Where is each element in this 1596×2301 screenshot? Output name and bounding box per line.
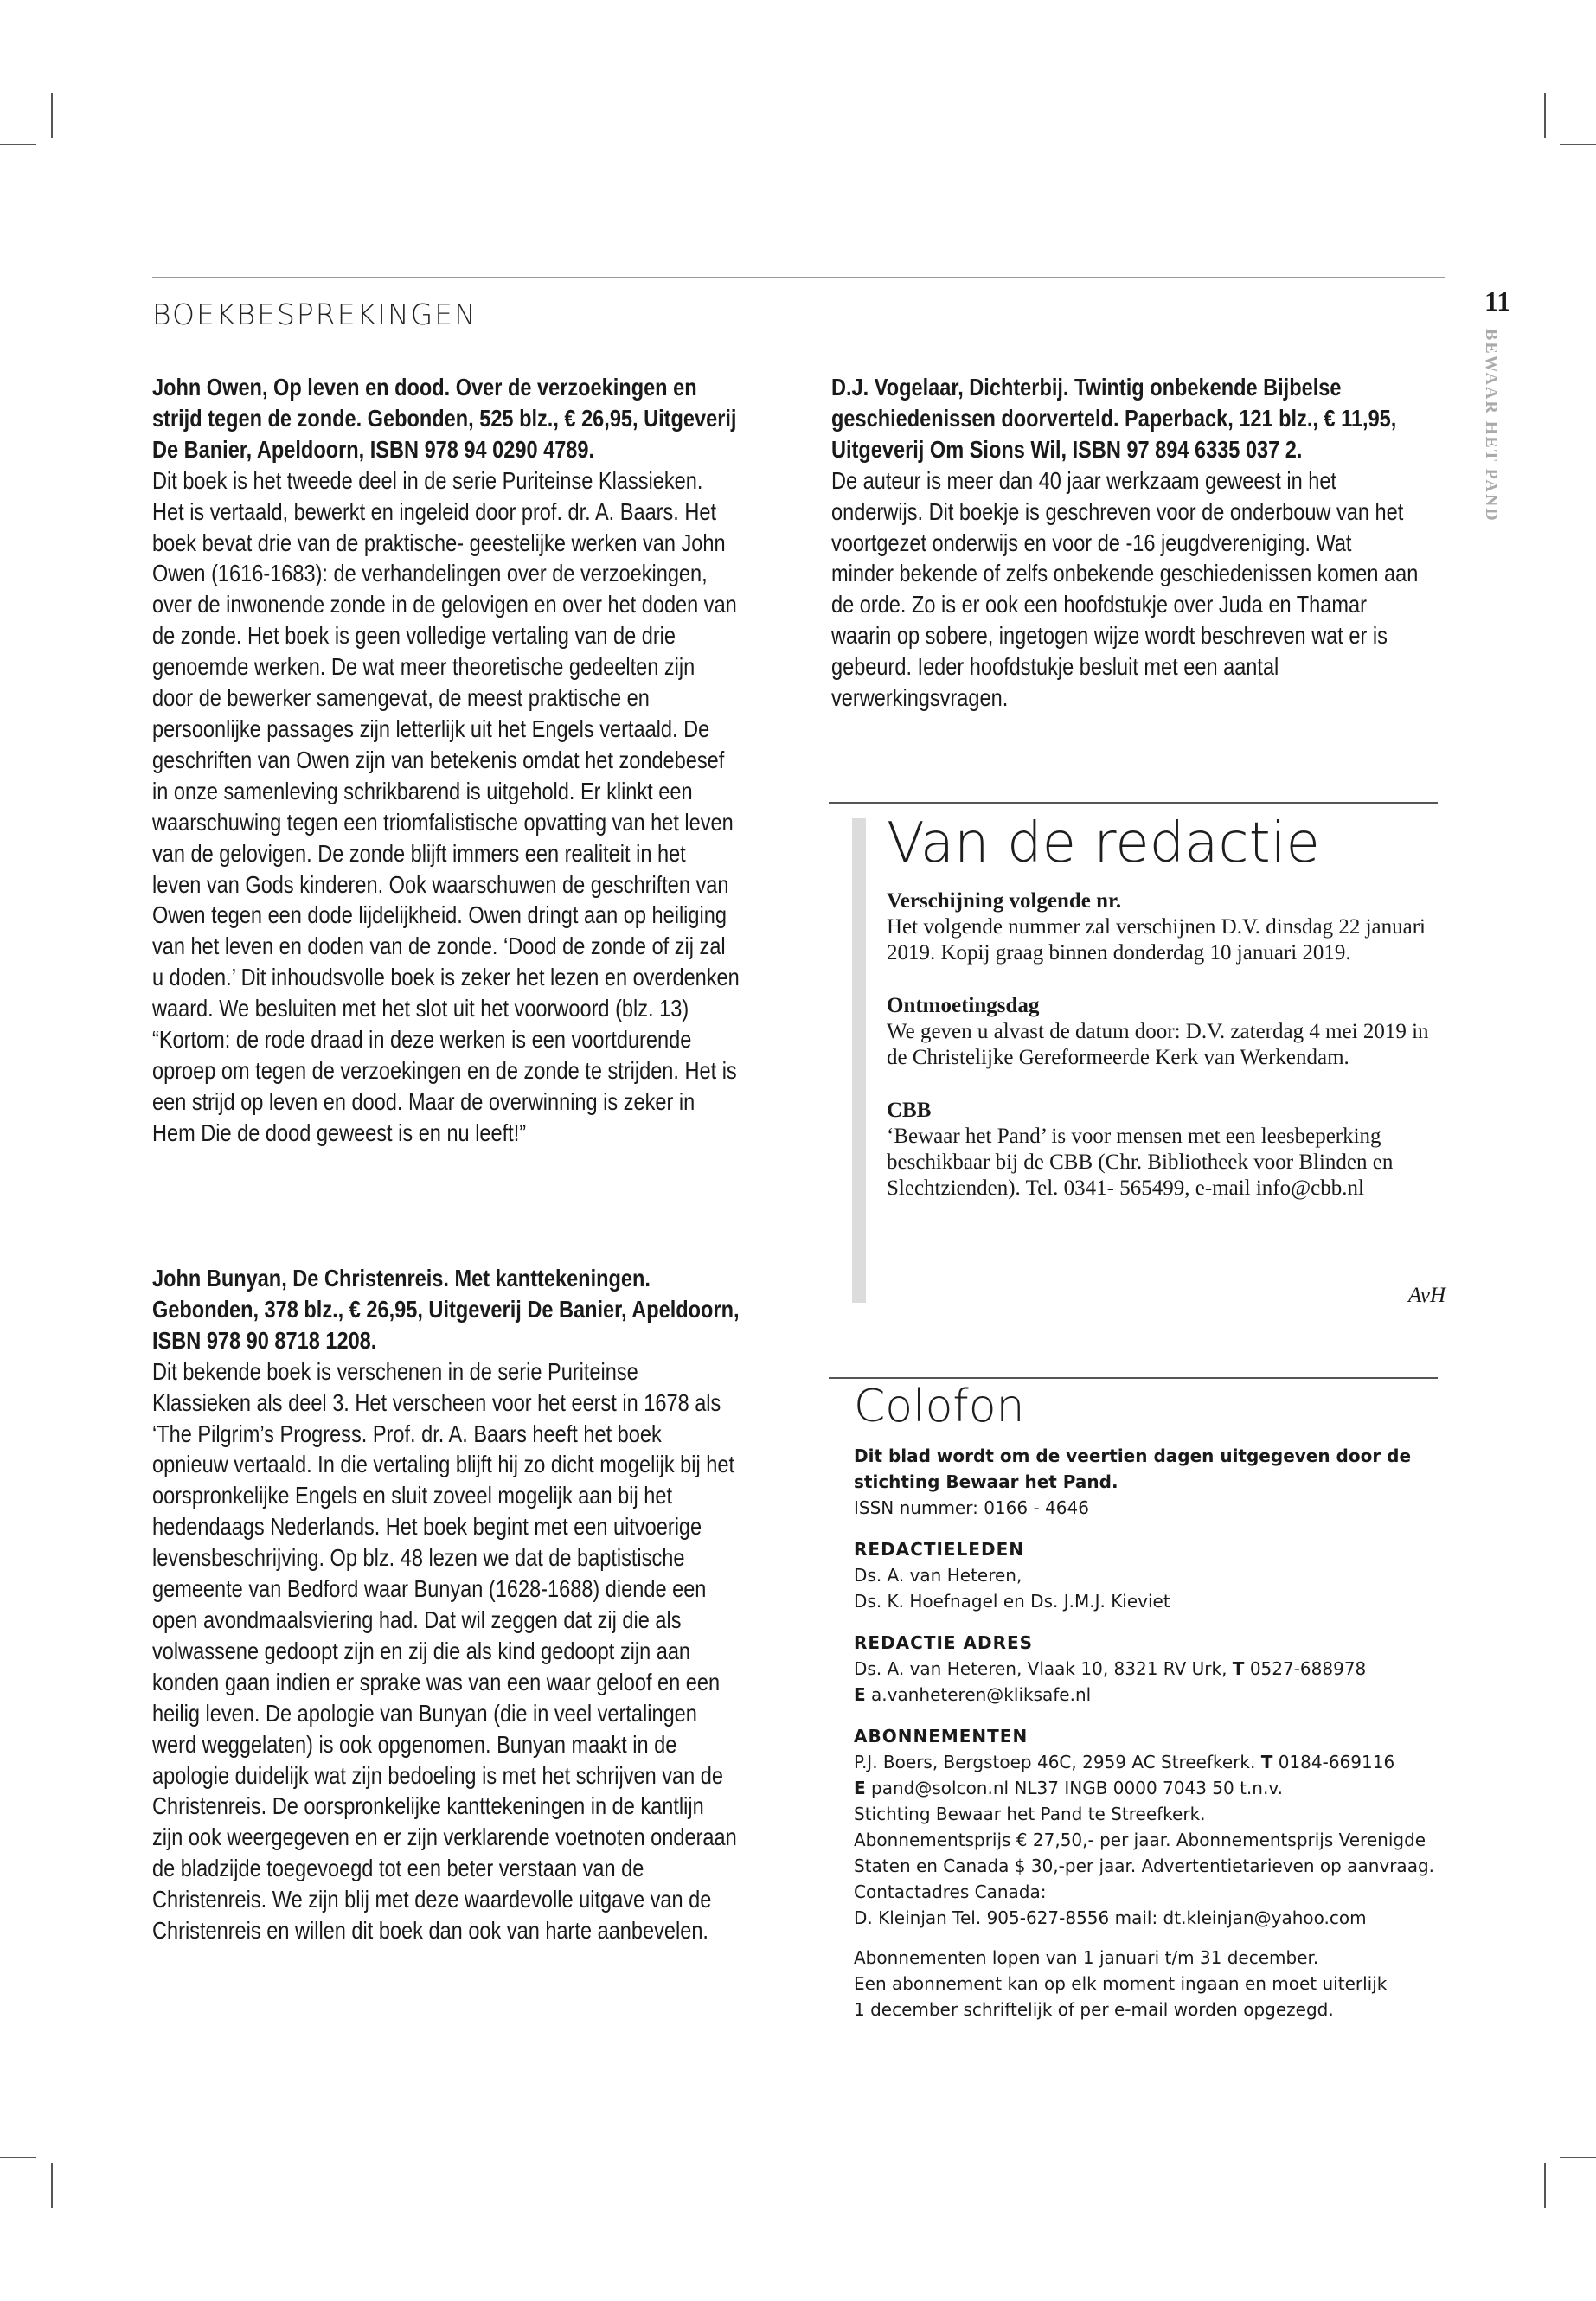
phone-label: T [1260, 1752, 1273, 1772]
redactie-block-text: ‘Bewaar het Pand’ is voor mensen met een leesbeperking beschikbaar bij de CBB (Chr. Bibliotheek voor Blinden en Slechtzienden). Tel. 0341- 565499, e-mail info@cbb.nl [887, 1125, 1394, 1200]
redactie-email[interactable]: a.vanheteren@kliksafe.nl [871, 1684, 1092, 1705]
review-body: Dit bekende boek is verschenen in de serie Puriteinse Klassieken als deel 3. Het verscheen voor het eerst in 1678 als ‘The Pilgrim’s Progress. Prof. dr. A. Baars heeft het boek opnieuw vertaald. In die vertaling blijft hij zo dicht mogelijk bij het oorspronkelijke Engels en sluit zoveel mogelijk aan bij het hedendaags Nederlands. Het boek begint met een uitvoerige levensbeschrijving. Op blz. 48 lezen we dat de baptistische gemeente van Bedford waar Bunyan (1628-1688) diende een open avondmaalsviering had. Dat wil zeggen dat zij die als volwassene gedoopt zijn en zij die als kind gedoopt zijn aan konden gaan indien er sprake was van een waar geloof en een heilig leven. De apologie van Bunyan (die in veel vertalingen werd weggelaten) is ook opgenomen. Bunyan maakt in de apologie duidelijk wat zijn bedoeling is met het schrijven van de Christenreis. De oorspronkelijke kanttekeningen in de kantlijn zijn ook weergegeven en er zijn verklarende voetnoten onderaan de bladzijde toegevoegd tot een beter verstaan van de Christenreis. We zijn blij met deze waardevolle uitgave van de Christenreis en willen dit boek dan ook van harte aanbevelen. [152, 1357, 737, 1945]
crop-mark-bottom-right-vertical [1544, 2163, 1546, 2208]
redactieleden-list [854, 1562, 1451, 1614]
abonnementen-email-line [854, 1775, 1451, 1801]
email-label: E [854, 1778, 866, 1798]
crop-mark-bottom-left-vertical [51, 2163, 53, 2208]
email-label: E [854, 1684, 866, 1705]
crop-mark-bottom-right-horizontal [1560, 2157, 1596, 2158]
abonnementen-email-bank: pand@solcon.nl NL37 INGB 0000 7043 50 t.n.v. [871, 1778, 1283, 1798]
redactie-block-ontmoetingsdag [887, 993, 1445, 1070]
header-rule [152, 277, 1445, 278]
review-heading: John Bunyan, De Christenreis. Met kanttekeningen. Gebonden, 378 blz., € 26,95, Uitgeverij De Banier, Apeldoorn, ISBN 978 90 8718 1208. [152, 1265, 740, 1354]
crop-mark-top-right-horizontal [1560, 144, 1596, 145]
running-title: BEWAAR HET PAND [1482, 329, 1501, 522]
footnote-line: 1 december schriftelijk of per e-mail worden opgezegd. [854, 1999, 1334, 2020]
redactie-adres-line [854, 1656, 1451, 1682]
colofon-footnote [854, 1945, 1451, 2022]
redactie-block-text: We geven u alvast de datum door: D.V. zaterdag 4 mei 2019 in de Christelijke Gereformeerde Kerk van Werkendam. [887, 1020, 1429, 1069]
redactie-title: Van de redactie [887, 811, 1320, 875]
redactie-side-bar [852, 818, 866, 1303]
redactie-email-line [854, 1682, 1451, 1708]
review-body: Dit boek is het tweede deel in de serie Puriteinse Klassieken. Het is vertaald, bewerkt en ingeleid door prof. dr. A. Baars. Het boek bevat drie van de praktische- geestelijke werken van John Owen (1616-1683): de verhandelingen over de verzoekingen, over de inwonende zonde in de gelovigen en over het doden van de zonde. Het boek is geen volledige vertaling van de drie genoemde werken. De wat meer theoretische gedeelten zijn door de bewerker samengevat, de meest praktische en persoonlijke passages zijn letterlijk uit het Engels vertaald. De geschriften van Owen zijn van betekenis omdat het zondebesef in onze samenleving schrikbarend is uitgehold. Er klinkt een waarschuwing tegen een triomfalistische opvatting van het leven van de gelovigen. De zonde blijft immers een realiteit in het leven van Gods kinderen. Ook waarschuwen de geschriften van Owen tegen een dode lijdelijkheid. Owen dringt aan op heiliging van het leven en doden van de zonde. ‘Dood de zonde of zij zal u doden.’ Dit inhoudsvolle boek is zeker het lezen en overdenken waard. We besluiten met het slot uit het voorwoord (blz. 13) “Kortom: de rode draad in deze werken is een voortdurende oproep om tegen de verzoekingen en de zonde te strijden. Het is een strijd op leven en dood. Maar de overwinning is zeker in Hem Die de dood geweest is en nu leeft!” [152, 466, 740, 1146]
review-heading: D.J. Vogelaar, Dichterbij. Twintig onbekende Bijbelse geschiedenissen doorverteld. Paperback, 121 blz., € 11,95, Uitgeverij Om Sions Wil, ISBN 97 894 6335 037 2. [831, 374, 1397, 463]
redactie-block-text: Het volgende nummer zal verschijnen D.V. dinsdag 22 januari 2019. Kopij graag binnen donderdag 10 januari 2019. [887, 915, 1426, 965]
redactie-block-heading: Verschijning volgende nr. [887, 889, 1122, 913]
redactie-block-heading: Ontmoetingsdag [887, 994, 1040, 1018]
abonnementen-line: Stichting Bewaar het Pand te Streefkerk. [854, 1804, 1206, 1824]
colofon-box [854, 1379, 1451, 2022]
page-number: 11 [1484, 285, 1511, 317]
abonnementen-heading: ABONNEMENTEN [854, 1726, 1029, 1747]
abonnementen-address-line [854, 1749, 1451, 1775]
footnote-line: Een abonnement kan op elk moment ingaan en moet uiterlijk [854, 1973, 1388, 1994]
footnote-line: Abonnementen lopen van 1 januari t/m 31 december. [854, 1947, 1319, 1968]
redactie-rule [829, 802, 1438, 804]
section-title: BOEKBESPREKINGEN [152, 298, 478, 331]
redactie-block-heading: CBB [887, 1099, 932, 1123]
review-body: De auteur is meer dan 40 jaar werkzaam geweest in het onderwijs. Dit boekje is geschreven voor de onderbouw van het voortgezet onderwijs en voor de -16 jeugdvereniging. Wat minder bekende of zelfs onbekende geschiedenissen komen aan de orde. Zo is er ook een hoofdstukje over Juda en Thamar waarin op sobere, ingetogen wijze wordt beschreven wat er is gebeurd. Ieder hoofdstukje besluit met een aantal verwerkingsvragen. [831, 466, 1419, 712]
crop-mark-top-right-vertical [1544, 93, 1546, 138]
abonnementen-address: P.J. Boers, Bergstoep 46C, 2959 AC Streefkerk. [854, 1752, 1256, 1772]
review-owen [152, 372, 740, 1149]
phone-label: T [1232, 1658, 1245, 1679]
colofon-issn: ISSN nummer: 0166 - 4646 [854, 1497, 1089, 1518]
abonnementen-phone: 0184-669116 [1278, 1752, 1395, 1772]
redactie-signature: AvH [1407, 1284, 1445, 1307]
crop-mark-top-left-vertical [51, 93, 53, 138]
review-heading: John Owen, Op leven en dood. Over de verzoekingen en strijd tegen de zonde. Gebonden, 525 blz., € 26,95, Uitgeverij De Banier, Apeldoorn, ISBN 978 94 0290 4789. [152, 374, 737, 463]
abonnementen-line: Abonnementsprijs € 27,50,- per jaar. Abonnementsprijs Verenigde [854, 1830, 1426, 1850]
redactie-address: Ds. A. van Heteren, Vlaak 10, 8321 RV Urk, [854, 1658, 1227, 1679]
crop-mark-top-left-horizontal [0, 144, 36, 145]
abonnementen-line: Contactadres Canada: [854, 1881, 1047, 1902]
redactie-phone: 0527-688978 [1249, 1658, 1367, 1679]
redactieleden-heading: REDACTIELEDEN [854, 1539, 1024, 1560]
redactie-block-cbb [887, 1098, 1445, 1201]
colofon-title: Colofon [854, 1381, 1025, 1433]
crop-mark-bottom-left-horizontal [0, 2157, 36, 2158]
redactie-adres [854, 1656, 1451, 1708]
colofon-intro: Dit blad wordt om de veertien dagen uitgegeven door de stichting Bewaar het Pand. [854, 1445, 1412, 1492]
abonnementen-info [854, 1749, 1451, 1931]
redactielid-line: Ds. K. Hoefnagel en Ds. J.M.J. Kieviet [854, 1591, 1170, 1612]
redactie-block-verschijning [887, 888, 1445, 965]
review-bunyan [152, 1263, 740, 1946]
review-vogelaar [831, 372, 1419, 714]
abonnementen-line: Staten en Canada $ 30,-per jaar. Advertentietarieven op aanvraag. [854, 1856, 1434, 1876]
redactie-adres-heading: REDACTIE ADRES [854, 1632, 1034, 1653]
redactielid-line: Ds. A. van Heteren, [854, 1565, 1022, 1586]
redactie-box [887, 811, 1445, 1228]
abonnementen-line: D. Kleinjan Tel. 905-627-8556 mail: dt.kleinjan@yahoo.com [854, 1907, 1367, 1928]
